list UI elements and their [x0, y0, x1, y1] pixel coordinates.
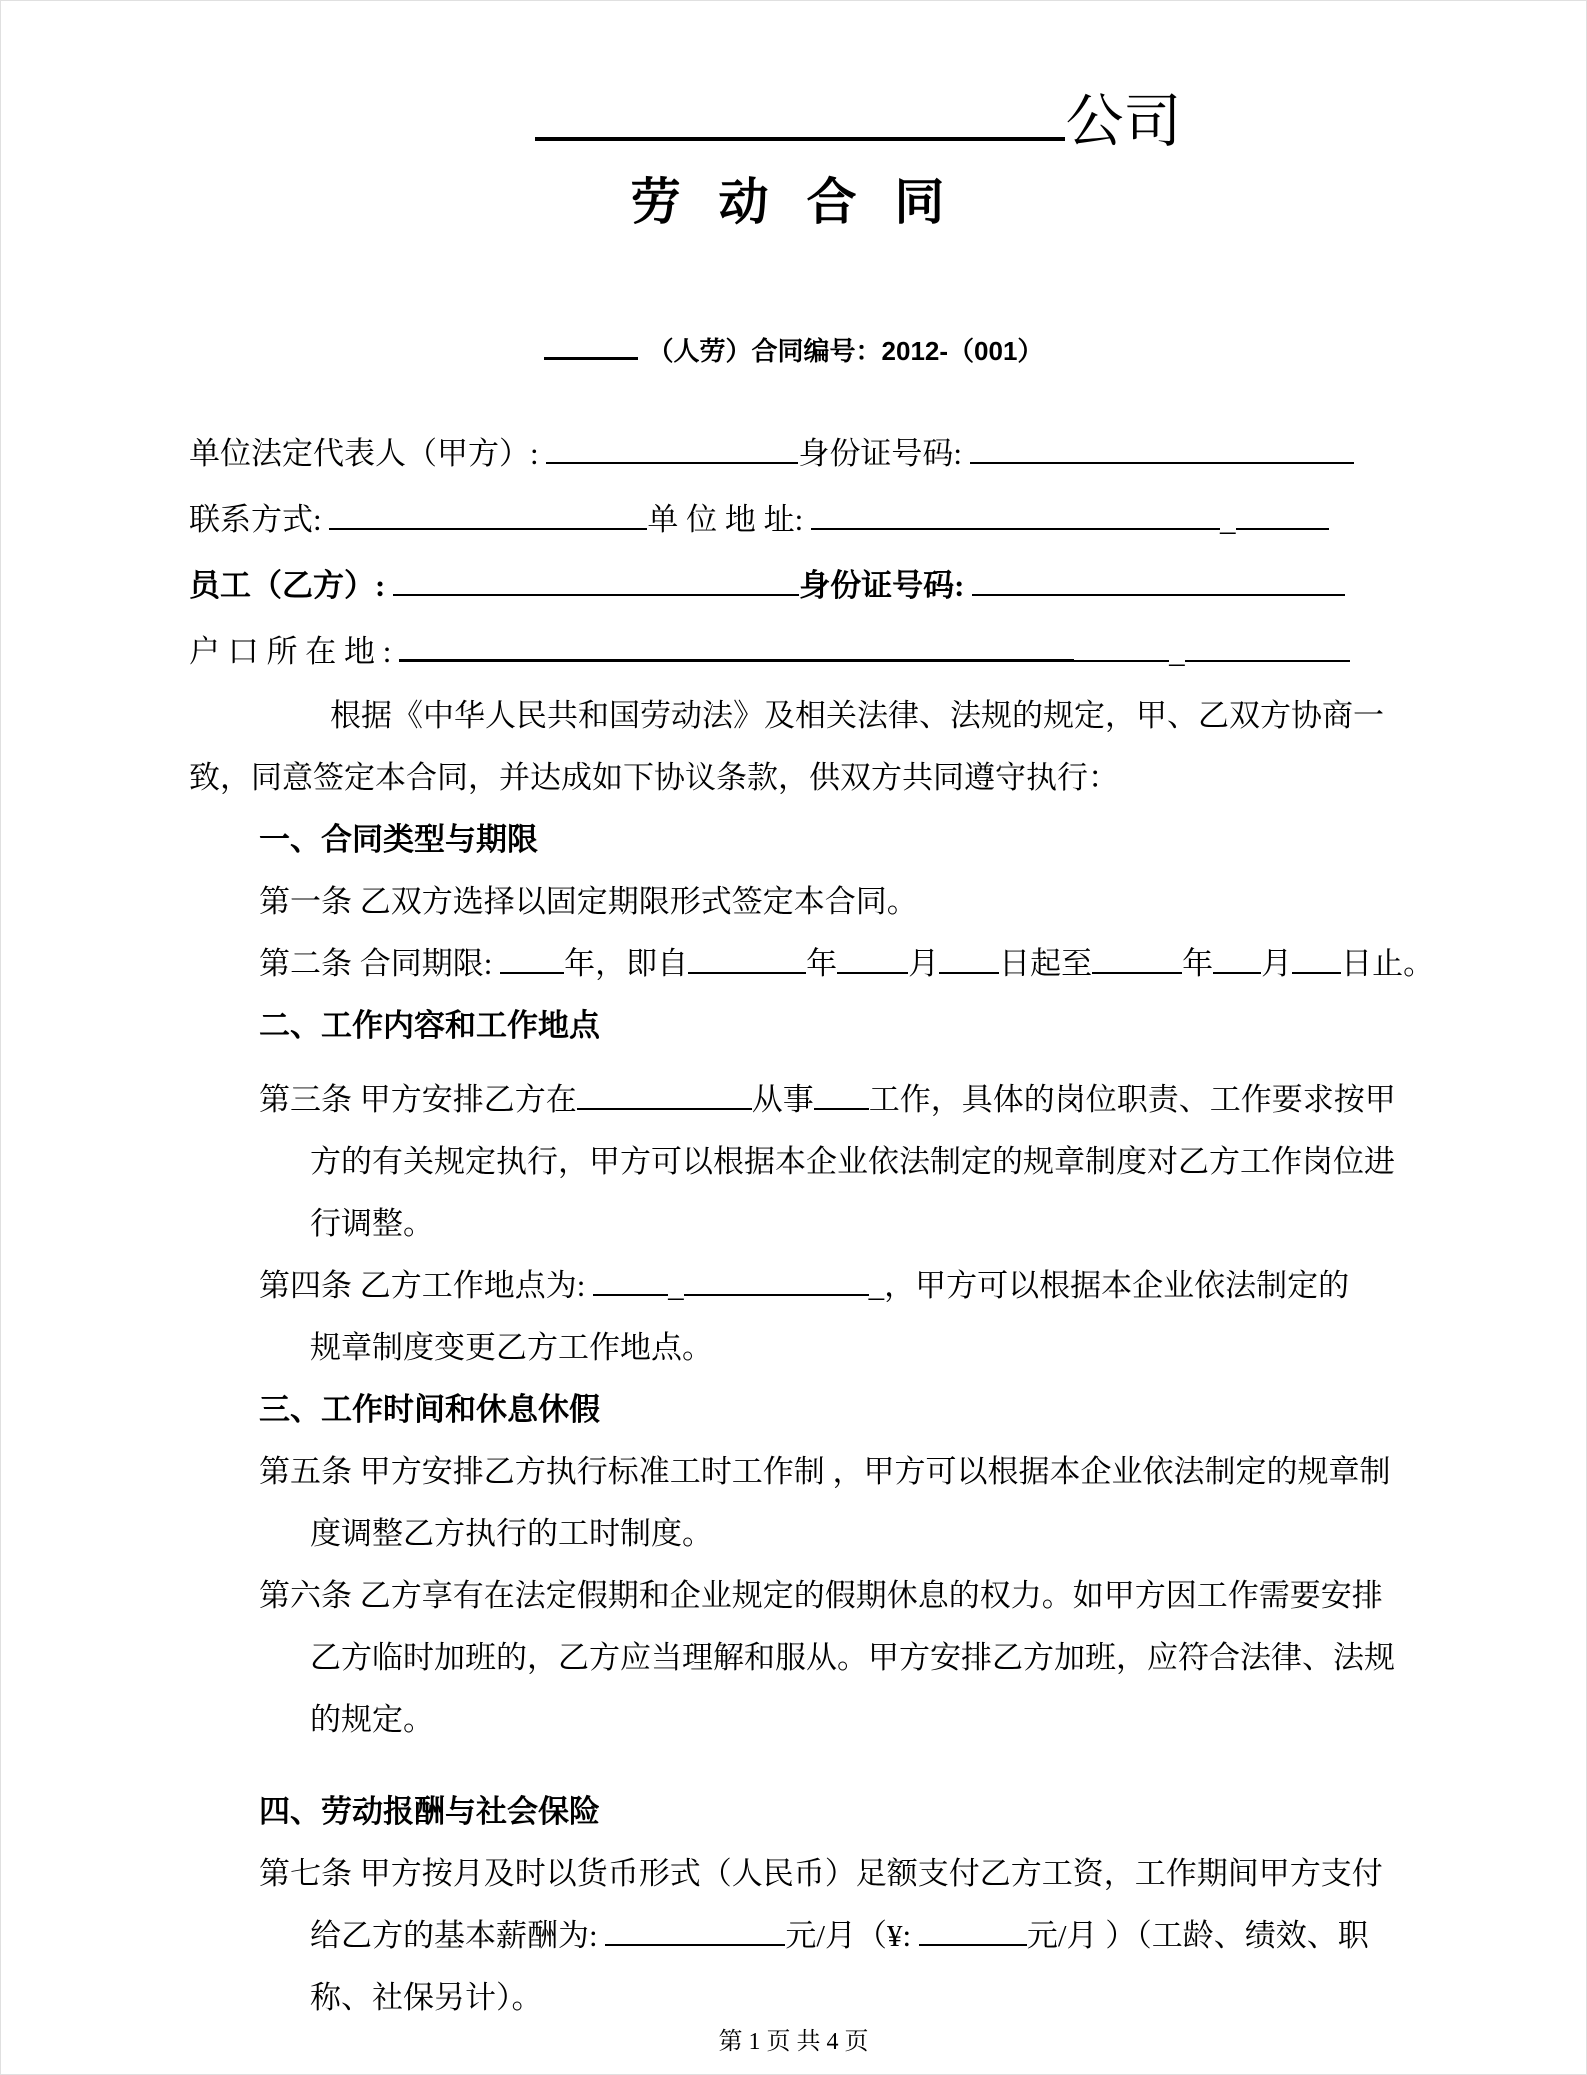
text-segment: 日止。 — [1341, 946, 1435, 981]
text-segment: 元/月 ）（工龄、绩效、职 — [1026, 1918, 1369, 1953]
text-segment: _ — [868, 1268, 885, 1303]
text-segment: 的规定。 — [310, 1702, 434, 1737]
text-segment: 户 口 所 在 地 : — [189, 634, 400, 669]
text-segment: 度调整乙方执行的工时制度。 — [310, 1516, 713, 1551]
blank-field — [329, 498, 647, 530]
text-segment: 日起至 — [999, 946, 1093, 981]
text-segment: 第一条 乙双方选择以固定期限形式签定本合同。 — [259, 884, 918, 919]
blank-field — [546, 432, 798, 464]
text-segment: 月 — [908, 946, 940, 981]
clause-7-line-3 — [310, 1967, 1444, 2029]
text-segment: 从事 — [751, 1082, 814, 1117]
contact-address-row — [189, 487, 1446, 553]
text-segment: 根据《中华人民共和国劳动法》及相关法律、法规的规定，甲、乙双方协商一 — [330, 698, 1384, 733]
clause-3-line-3 — [310, 1193, 1444, 1255]
blank-field — [577, 1078, 752, 1110]
text-segment: 元/月（¥: — [785, 1918, 919, 1953]
text-segment: 行调整。 — [310, 1206, 434, 1241]
text-segment: 工作，具体的岗位职责、工作要求按甲 — [868, 1082, 1396, 1117]
text-segment: 称、社保另计）。 — [310, 1980, 543, 2015]
text-segment: 给乙方的基本薪酬为: — [310, 1918, 606, 1953]
household-registration-row — [189, 619, 1446, 685]
clause-6-line-2 — [310, 1627, 1444, 1689]
employee-row — [189, 553, 1446, 619]
blank-field — [605, 1914, 785, 1946]
blank-field — [972, 564, 1345, 596]
clause-5-line-1 — [259, 1441, 1444, 1503]
blank-field — [500, 942, 564, 974]
blank-field — [1292, 942, 1341, 974]
section-3-heading: 三、工作时间和休息休假 — [259, 1392, 600, 1427]
blank-field — [1185, 630, 1350, 662]
clause-7-line-2 — [310, 1905, 1444, 1967]
section-1-heading: 一、合同类型与期限 — [259, 822, 538, 857]
contract-body — [1, 685, 1586, 2029]
blank-field — [919, 1914, 1027, 1946]
preamble-paragraph-line-2 — [189, 747, 1444, 809]
blank-field — [399, 629, 1074, 662]
contract-number-text: （人劳）合同编号：2012-（001） — [647, 336, 1044, 366]
text-segment: 年，即自 — [564, 946, 689, 981]
text-segment: 致，同意签定本合同，并达成如下协议条款，供双方共同遵守执行： — [189, 760, 1119, 795]
text-segment: 身份证号码: — [798, 436, 970, 471]
blank-field — [1213, 942, 1261, 974]
blank-field — [688, 942, 806, 974]
text-segment: 第四条 乙方工作地点为: — [259, 1268, 594, 1303]
text-segment: 第六条 乙方享有在法定假期和企业规定的假期休息的权力。如甲方因工作需要安排 — [259, 1578, 1383, 1613]
blank-field — [970, 432, 1354, 464]
clause-4-line-1 — [259, 1255, 1444, 1317]
text-segment: 身份证号码: — [799, 568, 973, 603]
text-segment: 第二条 合同期限: — [259, 946, 501, 981]
text-segment: 联系方式: — [189, 502, 330, 537]
text-segment: 第七条 甲方按月及时以货币形式（人民币）足额支付乙方工资，工作期间甲方支付 — [259, 1856, 1383, 1891]
blank-field — [1236, 498, 1329, 530]
text-segment: _ — [1220, 502, 1236, 537]
text-segment: _ — [1169, 634, 1185, 669]
company-suffix: 公司 — [1065, 89, 1182, 154]
text-segment: 年 — [1182, 946, 1214, 981]
blank-field — [1092, 942, 1182, 974]
clause-5-line-2 — [310, 1503, 1444, 1565]
text-segment: 单位法定代表人（甲方）: — [189, 436, 547, 471]
text-segment: _ — [668, 1268, 684, 1303]
text-segment: 员工（乙方）: — [189, 568, 394, 603]
text-segment: 第三条 甲方安排乙方在 — [259, 1082, 577, 1117]
clause-6-line-1 — [259, 1565, 1444, 1627]
blank-field — [1074, 630, 1169, 662]
blank-field — [837, 942, 908, 974]
company-name-line — [1, 1, 1586, 157]
blank-field — [593, 1264, 668, 1296]
contract-number-blank — [544, 333, 638, 360]
blank-field — [684, 1264, 869, 1296]
text-segment: 单 位 地 址: — [647, 502, 811, 537]
text-segment: 方的有关规定执行，甲方可以根据本企业依法制定的规章制度对乙方工作岗位进 — [310, 1144, 1395, 1179]
blank-field — [811, 498, 1220, 530]
text-segment: 乙方临时加班的，乙方应当理解和服从。甲方安排乙方加班，应符合法律、法规 — [310, 1640, 1395, 1675]
clause-4-line-2 — [310, 1317, 1444, 1379]
section-2-heading: 二、工作内容和工作地点 — [259, 1008, 600, 1043]
text-segment: 年 — [806, 946, 838, 981]
clause-3-line-1 — [259, 1069, 1444, 1131]
document-title: 劳 动 合 同 — [630, 174, 957, 230]
clause-1-line-1 — [259, 871, 1444, 933]
page-number: 第 1 页 共 4 页 — [718, 2029, 869, 2055]
clause-6-line-3 — [310, 1689, 1444, 1751]
text-segment: 月 — [1261, 946, 1293, 981]
blank-field — [939, 942, 999, 974]
clause-2-line-1 — [259, 933, 1444, 995]
text-segment: 第五条 甲方安排乙方执行标准工时工作制 ，甲方可以根据本企业依法制定的规章制 — [259, 1454, 1391, 1489]
text-segment: 规章制度变更乙方工作地点。 — [310, 1330, 713, 1365]
clause-7-line-1 — [259, 1843, 1444, 1905]
blank-field — [393, 564, 799, 596]
party-info-section — [1, 421, 1586, 685]
legal-representative-row — [189, 421, 1446, 487]
contract-number-line — [1, 331, 1586, 371]
blank-field — [814, 1078, 869, 1110]
document-header — [1, 1, 1586, 371]
preamble-paragraph-line-1 — [330, 685, 1444, 747]
section-4-heading: 四、劳动报酬与社会保险 — [259, 1794, 600, 1829]
clause-3-line-2 — [310, 1131, 1444, 1193]
company-name-blank — [535, 83, 1065, 141]
text-segment: ，甲方可以根据本企业依法制定的 — [884, 1268, 1350, 1303]
